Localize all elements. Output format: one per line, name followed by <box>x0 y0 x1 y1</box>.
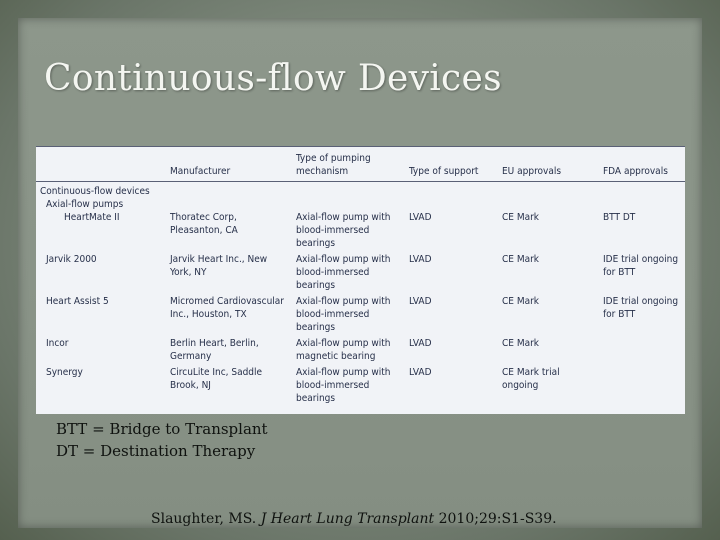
table-row <box>36 337 685 366</box>
cell-fda <box>599 366 685 408</box>
cell-eu: CE Mark <box>502 212 540 223</box>
cell-support: LVAD <box>409 367 432 378</box>
note-btt: BTT = Bridge to Transplant <box>56 420 268 438</box>
citation <box>151 511 557 527</box>
cell-eu: CE Mark <box>502 254 540 265</box>
cell-mechanism: Axial-flow pump with blood-immersed bearings <box>296 212 391 249</box>
cell-mechanism: Axial-flow pump with blood-immersed bearings <box>296 367 391 404</box>
cell-manufacturer: Berlin Heart, Berlin, Germany <box>170 338 259 362</box>
cell-support: LVAD <box>409 338 432 349</box>
cell-fda: BTT DT <box>603 212 636 223</box>
cell-mechanism: Axial-flow pump with blood-immersed bearings <box>296 296 391 333</box>
abbreviation-notes <box>56 418 268 462</box>
cell-support: LVAD <box>409 212 432 223</box>
devices-table-figure <box>36 146 685 414</box>
cell-manufacturer: Micromed Cardiovascular Inc., Houston, TX <box>170 296 284 320</box>
table-row <box>36 253 685 295</box>
cell-fda: IDE trial ongoing for BTT <box>603 296 679 320</box>
cell-mechanism: Axial-flow pump with blood-immersed bearings <box>296 254 391 291</box>
table-row <box>36 295 685 337</box>
table-row <box>36 211 685 253</box>
table-row <box>36 366 685 408</box>
slide-title: Continuous-flow Devices <box>44 58 502 99</box>
header-manufacturer: Manufacturer <box>170 166 231 177</box>
group-label: Continuous-flow devices <box>40 186 150 197</box>
cell-device: Incor <box>46 338 69 349</box>
header-device <box>36 147 166 182</box>
cell-support: LVAD <box>409 296 432 307</box>
cell-manufacturer: CircuLite Inc, Saddle Brook, NJ <box>170 367 263 391</box>
cell-mechanism: Axial-flow pump with magnetic bearing <box>296 338 391 362</box>
citation-ref: 2010;29:S1-S39. <box>438 511 557 527</box>
citation-author: Slaughter, MS. <box>151 511 257 527</box>
note-dt: DT = Destination Therapy <box>56 442 256 460</box>
cell-device: HeartMate II <box>64 212 120 223</box>
cell-support: LVAD <box>409 254 432 265</box>
header-mechanism: Type of pumping mechanism <box>296 153 371 177</box>
cell-device: Jarvik 2000 <box>46 254 97 265</box>
cell-fda <box>599 337 685 366</box>
subgroup-label: Axial-flow pumps <box>46 199 124 210</box>
cell-manufacturer: Jarvik Heart Inc., New York, NY <box>170 254 268 278</box>
table-group-row <box>36 182 685 199</box>
cell-eu: CE Mark <box>502 338 540 349</box>
citation-journal: J Heart Lung Transplant <box>260 511 435 527</box>
cell-fda: IDE trial ongoing for BTT <box>603 254 679 278</box>
header-fda: FDA approvals <box>603 166 668 177</box>
table-subgroup-row <box>36 198 685 211</box>
cell-device: Synergy <box>46 367 83 378</box>
cell-device: Heart Assist 5 <box>46 296 109 307</box>
table-header-row <box>36 147 685 182</box>
cell-eu: CE Mark <box>502 296 540 307</box>
devices-table <box>36 146 685 408</box>
header-eu: EU approvals <box>502 166 562 177</box>
cell-manufacturer: Thoratec Corp, Pleasanton, CA <box>170 212 238 236</box>
cell-eu: CE Mark trial ongoing <box>502 367 560 391</box>
header-support: Type of support <box>409 166 479 177</box>
